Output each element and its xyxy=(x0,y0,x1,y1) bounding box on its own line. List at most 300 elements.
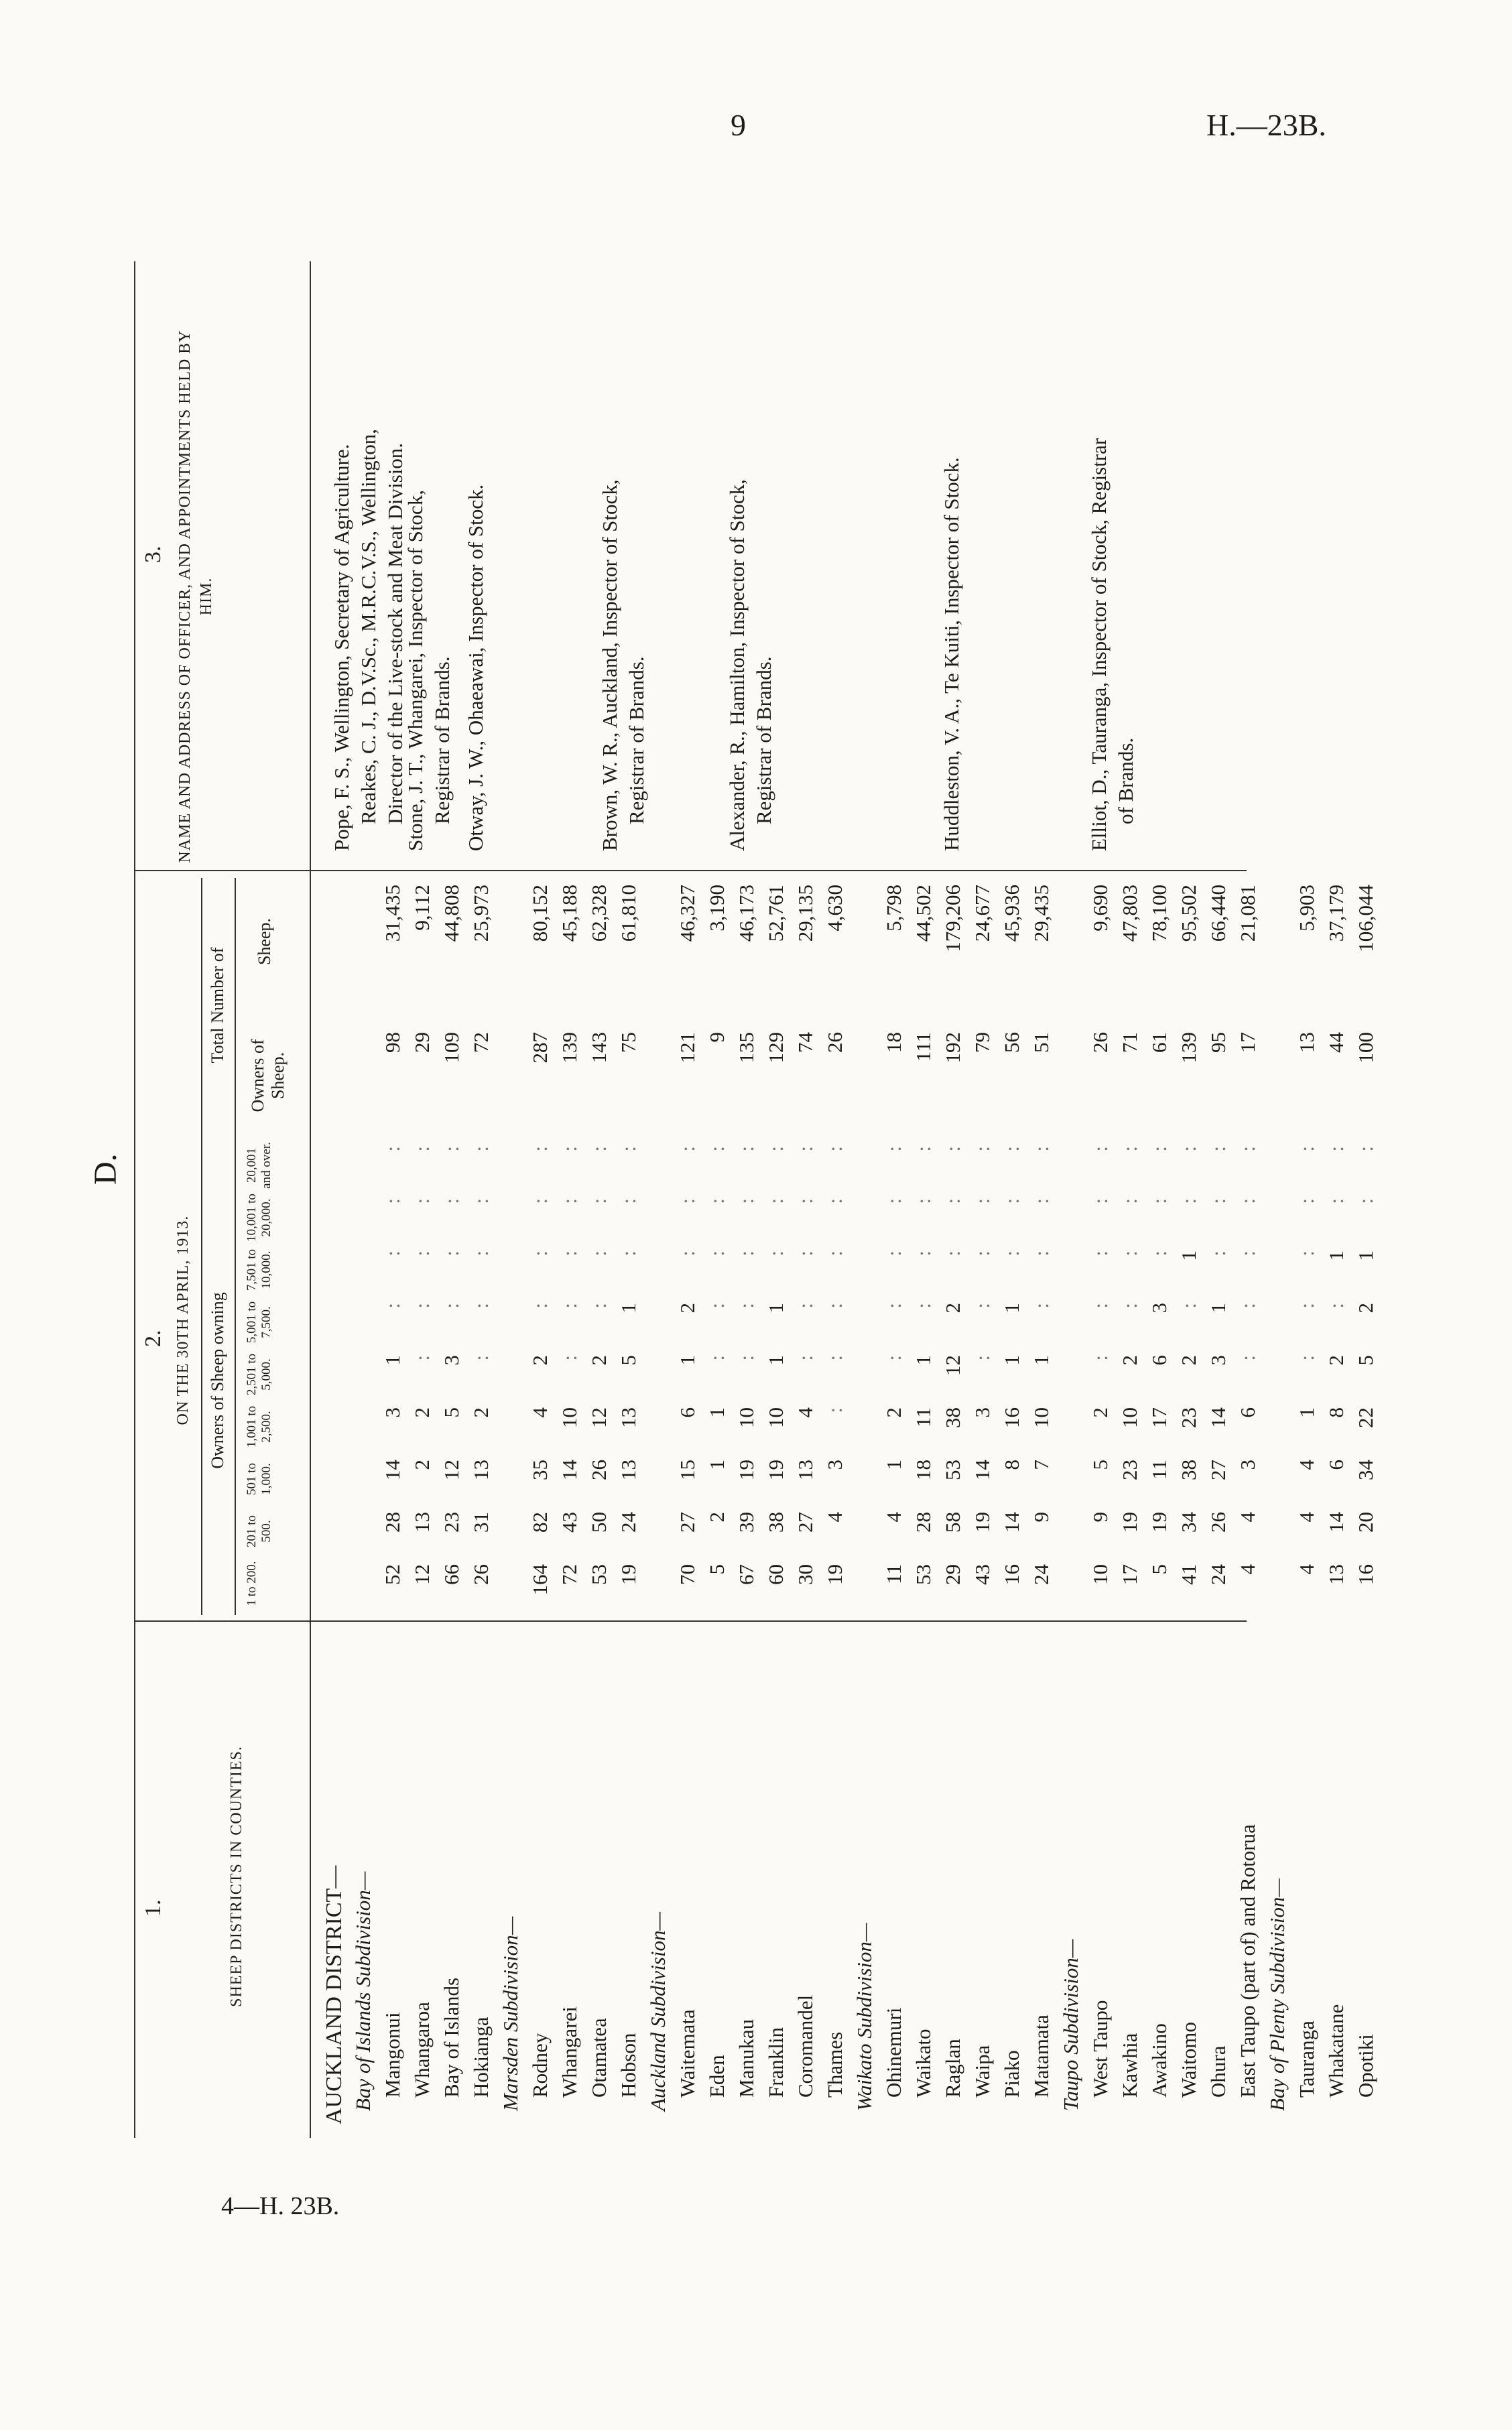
bracket-count: 2 xyxy=(1354,1303,1377,1314)
bracket-count: : xyxy=(528,1251,552,1257)
bracket-count: 6 xyxy=(1324,1460,1348,1470)
bracket-count: : xyxy=(617,1251,640,1257)
bracket-count: 5 xyxy=(1088,1460,1112,1470)
table-row xyxy=(1000,194,1025,2138)
bracket-count: : xyxy=(705,1146,729,1152)
bracket-count: 9 xyxy=(1088,1512,1112,1523)
bracket-count: 18 xyxy=(911,1460,935,1480)
owners-total: 56 xyxy=(1000,1032,1023,1053)
bracket-count: : xyxy=(1118,1303,1141,1309)
bracket-count: : xyxy=(440,1303,463,1309)
county-name: Bay of Islands xyxy=(440,1977,463,2098)
table-row xyxy=(823,194,848,2138)
bracket-count: : xyxy=(794,1146,817,1152)
table-row xyxy=(410,194,436,2138)
bracket-count: : xyxy=(911,1198,935,1204)
bracket-count: 50 xyxy=(587,1512,611,1533)
header-bottom-rule xyxy=(310,261,311,2138)
sheep-total: 80,152 xyxy=(528,885,552,942)
bracket-count: : xyxy=(764,1146,788,1152)
bracket-count: : xyxy=(1324,1303,1348,1309)
owners-total: 75 xyxy=(617,1032,640,1053)
bracket-count: : xyxy=(528,1303,552,1309)
bracket-count: 2 xyxy=(469,1407,493,1418)
bracket-count: : xyxy=(882,1198,905,1204)
owners-total: 9 xyxy=(705,1032,729,1043)
bracket-count: 5 xyxy=(440,1407,463,1418)
bracket-count: 20 xyxy=(1354,1512,1377,1533)
owners-total: 71 xyxy=(1118,1032,1141,1053)
bracket-count: : xyxy=(1000,1198,1023,1204)
table-row xyxy=(794,194,819,2138)
bracket-count: 31 xyxy=(469,1512,493,1533)
owners-total: 100 xyxy=(1354,1032,1377,1064)
bracket-count: 1 xyxy=(911,1355,935,1366)
bracket-count: : xyxy=(410,1251,434,1257)
bracket-count: 14 xyxy=(970,1460,994,1480)
sheep-total: 95,502 xyxy=(1177,885,1200,942)
bracket-count: 13 xyxy=(410,1512,434,1533)
bracket-count: : xyxy=(587,1251,611,1257)
sheep-total: 9,112 xyxy=(410,885,434,931)
county-name: Matamata xyxy=(1029,2015,1053,2098)
sheep-total: 29,135 xyxy=(794,885,817,942)
bracket-count: 2 xyxy=(941,1303,964,1314)
bracket-count: : xyxy=(823,1251,846,1257)
county-name: East Taupo (part of) and Rotorua xyxy=(1236,1824,1259,2098)
bracket-count: : xyxy=(735,1251,758,1257)
owners-total: 51 xyxy=(1029,1032,1053,1053)
bracket-count: 1 xyxy=(1029,1355,1053,1366)
bracket-count: 17 xyxy=(1118,1564,1141,1585)
bracket-count: 53 xyxy=(587,1564,611,1585)
bracket-count: 13 xyxy=(617,1460,640,1480)
bracket-count: : xyxy=(1177,1198,1200,1204)
bracket-count: : xyxy=(381,1303,404,1309)
bracket-count: 1 xyxy=(764,1303,788,1314)
bracket-count: : xyxy=(1000,1251,1023,1257)
bracket-count: 2 xyxy=(676,1303,699,1314)
owners-total: 79 xyxy=(970,1032,994,1053)
bracket-count: 4 xyxy=(1295,1512,1318,1523)
sheep-total: 25,973 xyxy=(469,885,493,942)
bracket-count: : xyxy=(440,1146,463,1152)
bracket-count: 6 xyxy=(1147,1355,1171,1366)
bracket-count: 9 xyxy=(1029,1512,1053,1523)
county-name: Ohura xyxy=(1206,2045,1230,2098)
bracket-count: 2 xyxy=(1324,1355,1348,1366)
bracket-count: : xyxy=(381,1251,404,1257)
owners-total: 44 xyxy=(1324,1032,1348,1053)
table-row xyxy=(440,194,465,2138)
bracket-count: 10 xyxy=(764,1407,788,1428)
county-name: Otamatea xyxy=(587,2018,611,2098)
officer-entry xyxy=(938,457,965,851)
bracket-count: : xyxy=(558,1355,581,1361)
bracket-count: : xyxy=(705,1303,729,1309)
officer-line: Stone, J. T., Whangarei, Inspector of Stock, xyxy=(403,490,427,851)
bracket-count: 4 xyxy=(1236,1564,1259,1575)
subdivision-heading: Taupo Subdivision— xyxy=(1059,1939,1082,2111)
bracket-count: : xyxy=(469,1251,493,1257)
bracket-count: : xyxy=(410,1303,434,1309)
bracket-count: : xyxy=(1236,1355,1259,1361)
county-name: Whangarei xyxy=(558,2006,581,2098)
bracket-count: : xyxy=(823,1198,846,1204)
officer-line: Otway, J. W., Ohaeawai, Inspector of Stock. xyxy=(464,484,487,851)
bracket-count: : xyxy=(1295,1251,1318,1257)
officer-entry xyxy=(724,479,777,851)
sheep-total: 66,440 xyxy=(1206,885,1230,942)
bracket-header-4: 2,501 to 5,000. xyxy=(245,1353,273,1396)
table-identifier: D. xyxy=(88,1153,123,1185)
sheep-total: 9,690 xyxy=(1088,885,1112,932)
owners-total: 192 xyxy=(941,1032,964,1064)
bracket-count: : xyxy=(735,1198,758,1204)
bracket-count: : xyxy=(617,1146,640,1152)
sheep-total: 45,188 xyxy=(558,885,581,942)
table-row xyxy=(1236,194,1261,2138)
bracket-count: : xyxy=(1118,1198,1141,1204)
bracket-count: 4 xyxy=(1295,1564,1318,1575)
county-name: Whakatane xyxy=(1324,2004,1348,2098)
officer-line: Huddleston, V. A., Te Kuiti, Inspector of Stock. xyxy=(940,457,963,851)
county-name: Franklin xyxy=(764,2027,788,2098)
bracket-count: : xyxy=(676,1251,699,1257)
bracket-count: 13 xyxy=(1324,1564,1348,1585)
bracket-count: 4 xyxy=(528,1407,552,1418)
bracket-count: : xyxy=(410,1355,434,1361)
officer-line: Brown, W. R., Auckland, Inspector of Stock, xyxy=(598,479,621,851)
bracket-count: 19 xyxy=(735,1460,758,1480)
owners-total: 139 xyxy=(558,1032,581,1064)
sheep-header: Sheep. xyxy=(255,917,274,966)
bracket-count: 41 xyxy=(1177,1564,1200,1585)
header-col3: NAME AND ADDRESS OF OFFICER, AND APPOINTMENTS HELD BY HIM. xyxy=(176,330,215,863)
bracket-count: 38 xyxy=(1177,1460,1200,1480)
bracket-count: 3 xyxy=(440,1355,463,1366)
table-row xyxy=(1029,194,1055,2138)
bracket-count: 14 xyxy=(558,1460,581,1480)
bracket-count: 3 xyxy=(381,1407,404,1418)
sheep-total: 78,100 xyxy=(1147,885,1171,942)
bracket-count: 1 xyxy=(705,1407,729,1418)
bracket-count: 82 xyxy=(528,1512,552,1533)
bracket-count: : xyxy=(558,1251,581,1257)
officer-entry xyxy=(462,485,489,851)
bracket-count: : xyxy=(1324,1198,1348,1204)
bracket-count: : xyxy=(1354,1146,1377,1152)
bracket-count: 4 xyxy=(823,1512,846,1523)
sheep-total: 44,808 xyxy=(440,885,463,942)
bracket-count: : xyxy=(911,1251,935,1257)
sheep-total: 24,677 xyxy=(970,885,994,942)
bracket-count: 5 xyxy=(617,1355,640,1366)
officer-line: Alexander, R., Hamilton, Inspector of Stock, xyxy=(725,479,749,851)
bracket-header-5: 5,001 to 7,500. xyxy=(245,1301,273,1344)
bracket-count: 17 xyxy=(1147,1407,1171,1428)
page-reference: H.—23B. xyxy=(1206,108,1326,142)
sheep-total: 5,903 xyxy=(1295,885,1318,932)
bracket-count: 2 xyxy=(410,1407,434,1418)
bracket-count: : xyxy=(1236,1146,1259,1152)
bracket-count: 1 xyxy=(1354,1251,1377,1261)
bracket-count: : xyxy=(1206,1198,1230,1204)
bracket-count: 2 xyxy=(705,1512,729,1523)
bracket-count: : xyxy=(941,1146,964,1152)
sheep-total: 52,761 xyxy=(764,885,788,942)
col-number-3: 3. xyxy=(141,546,166,563)
officer-line: Reakes, C. J., D.V.Sc., M.R.C.V.S., Wellington, xyxy=(357,428,380,824)
bracket-count: : xyxy=(440,1198,463,1204)
officer-line: Director of the Live-stock and Meat Division. xyxy=(383,442,407,824)
owners-of-sheep-header: Owners of Sheep. xyxy=(248,1039,288,1112)
table-row xyxy=(1206,194,1232,2138)
bracket-count: : xyxy=(1088,1198,1112,1204)
bracket-count: : xyxy=(1236,1251,1259,1257)
sheep-total: 106,044 xyxy=(1354,885,1377,952)
table-row xyxy=(676,194,701,2138)
bracket-count: : xyxy=(823,1303,846,1309)
bracket-count: : xyxy=(735,1355,758,1361)
bracket-count: : xyxy=(381,1146,404,1152)
bracket-count: : xyxy=(676,1146,699,1152)
bracket-count: : xyxy=(1177,1146,1200,1152)
bracket-count: 2 xyxy=(882,1407,905,1418)
bracket-count: 70 xyxy=(676,1564,699,1585)
col-number-2: 2. xyxy=(141,1330,166,1347)
bracket-count: : xyxy=(1236,1198,1259,1204)
officer-line: Elliot, D., Tauranga, Inspector of Stock, Registrar xyxy=(1087,438,1111,851)
bracket-count: : xyxy=(587,1146,611,1152)
bracket-count: 2 xyxy=(587,1355,611,1366)
subdivision-heading: Marsden Subdivision— xyxy=(499,1916,522,2111)
bracket-count: 72 xyxy=(558,1564,581,1585)
bracket-count: 7 xyxy=(1029,1460,1053,1470)
table-row xyxy=(1177,194,1202,2138)
owners-total: 18 xyxy=(882,1032,905,1053)
bracket-count: 67 xyxy=(735,1564,758,1585)
bracket-count: 3 xyxy=(823,1460,846,1470)
sheep-total: 62,328 xyxy=(587,885,611,942)
bracket-count: : xyxy=(1295,1355,1318,1361)
top-rule xyxy=(134,261,135,2138)
bracket-count: : xyxy=(1147,1198,1171,1204)
bracket-count: 12 xyxy=(941,1355,964,1376)
subdivision-heading: Auckland Subdivision— xyxy=(646,1911,670,2111)
bracket-count: 23 xyxy=(1118,1460,1141,1480)
bracket-count: 4 xyxy=(1295,1460,1318,1470)
bracket-count: 23 xyxy=(440,1512,463,1533)
bracket-count: : xyxy=(1029,1303,1053,1309)
county-name: Tauranga xyxy=(1295,2021,1318,2098)
bracket-count: : xyxy=(1088,1251,1112,1257)
table-row xyxy=(1324,194,1350,2138)
bracket-count: 14 xyxy=(381,1460,404,1480)
bracket-count: 10 xyxy=(558,1407,581,1428)
county-name: Rodney xyxy=(528,2033,552,2098)
bracket-count: : xyxy=(1295,1198,1318,1204)
bracket-count: : xyxy=(1088,1303,1112,1309)
table-row xyxy=(1147,194,1173,2138)
owners-total: 95 xyxy=(1206,1032,1230,1053)
bracket-count: : xyxy=(469,1198,493,1204)
bracket-count: 13 xyxy=(794,1460,817,1480)
owners-total: 61 xyxy=(1147,1032,1171,1053)
bracket-count: : xyxy=(1088,1146,1112,1152)
bracket-count: 39 xyxy=(735,1512,758,1533)
owners-total: 287 xyxy=(528,1032,552,1064)
bracket-count: : xyxy=(1029,1251,1053,1257)
bracket-count: 1 xyxy=(617,1303,640,1314)
bracket-header-8: 20,001 and over. xyxy=(245,1142,273,1189)
bracket-count: 1 xyxy=(764,1355,788,1366)
bracket-header-0: 1 to 200. xyxy=(245,1561,259,1606)
bracket-count: 8 xyxy=(1324,1407,1348,1418)
bracket-count: : xyxy=(794,1303,817,1309)
bracket-count: 11 xyxy=(882,1564,905,1584)
county-name: Coromandel xyxy=(794,1994,817,2098)
bracket-count: 11 xyxy=(911,1407,935,1427)
bracket-count: : xyxy=(1118,1146,1141,1152)
bracket-count: : xyxy=(941,1251,964,1257)
bracket-count: : xyxy=(1206,1146,1230,1152)
sheep-total: 47,803 xyxy=(1118,885,1141,942)
bracket-count: 4 xyxy=(1236,1512,1259,1523)
bracket-count: 19 xyxy=(764,1460,788,1480)
bracket-count: 3 xyxy=(1206,1355,1230,1366)
bracket-header-2: 501 to 1,000. xyxy=(245,1462,273,1496)
bracket-count: 24 xyxy=(1029,1564,1053,1585)
county-name: Thames xyxy=(823,2031,846,2098)
bracket-count: : xyxy=(617,1198,640,1204)
bracket-count: 34 xyxy=(1354,1460,1377,1480)
officer-entry xyxy=(328,429,409,851)
bracket-count: : xyxy=(558,1303,581,1309)
county-name: Waitemata xyxy=(676,2009,699,2098)
bracket-count: 26 xyxy=(1206,1512,1230,1533)
bracket-count: 28 xyxy=(911,1512,935,1533)
bracket-count: : xyxy=(1177,1303,1200,1309)
county-name: Opotiki xyxy=(1354,2034,1377,2098)
bracket-count: 58 xyxy=(941,1512,964,1533)
bracket-count: : xyxy=(410,1146,434,1152)
bracket-count: 1 xyxy=(1000,1303,1023,1314)
bracket-count: : xyxy=(1295,1146,1318,1152)
bracket-count: : xyxy=(1206,1251,1230,1257)
bracket-count: : xyxy=(823,1355,846,1361)
sheep-total: 45,936 xyxy=(1000,885,1023,942)
bracket-count: : xyxy=(764,1198,788,1204)
bracket-count: 14 xyxy=(1000,1512,1023,1533)
bracket-count: : xyxy=(764,1251,788,1257)
bracket-count: 10 xyxy=(1029,1407,1053,1428)
bracket-count: 19 xyxy=(823,1564,846,1585)
officer-line: Registrar of Brands. xyxy=(752,656,775,824)
county-name: Mangonui xyxy=(381,2012,404,2098)
bracket-header-3: 1,001 to 2,500. xyxy=(245,1405,273,1448)
bracket-count: 27 xyxy=(676,1512,699,1533)
officer-line: Pope, F. S., Wellington, Secretary of Agriculture. xyxy=(330,444,353,851)
table-row xyxy=(911,194,937,2138)
bracket-count: : xyxy=(882,1355,905,1361)
owners-total: 111 xyxy=(911,1032,935,1062)
bracket-count: 1 xyxy=(1177,1251,1200,1261)
bracket-count: 26 xyxy=(587,1460,611,1480)
bracket-count: 53 xyxy=(911,1564,935,1585)
bracket-count: 6 xyxy=(1236,1407,1259,1418)
county-name: Hokianga xyxy=(469,2017,493,2098)
sheep-total: 29,435 xyxy=(1029,885,1053,942)
table-row xyxy=(882,194,907,2138)
bracket-count: 12 xyxy=(587,1407,611,1428)
owners-total: 121 xyxy=(676,1032,699,1064)
bracket-count: : xyxy=(469,1146,493,1152)
rotated-table xyxy=(134,194,1407,2138)
county-name: Raglan xyxy=(941,2039,964,2098)
owners-total: 17 xyxy=(1236,1032,1259,1053)
bracket-count: 1 xyxy=(1295,1407,1318,1418)
bracket-count: 3 xyxy=(970,1407,994,1418)
bracket-count: : xyxy=(1324,1146,1348,1152)
header-col1: SHEEP DISTRICTS IN COUNTIES. xyxy=(228,1746,245,2007)
bracket-count: : xyxy=(970,1303,994,1309)
bracket-count: 38 xyxy=(764,1512,788,1533)
county-name: Waipa xyxy=(970,2045,994,2098)
bracket-count: : xyxy=(381,1198,404,1204)
owners-total: 139 xyxy=(1177,1032,1200,1064)
bracket-count: : xyxy=(1000,1146,1023,1152)
bracket-count: 53 xyxy=(941,1460,964,1480)
county-name: West Taupo xyxy=(1088,2000,1112,2098)
bracket-count: : xyxy=(882,1303,905,1309)
bracket-count: : xyxy=(882,1146,905,1152)
bracket-count: 10 xyxy=(1088,1564,1112,1585)
bracket-count: : xyxy=(970,1146,994,1152)
bracket-count: : xyxy=(469,1303,493,1309)
owners-total: 143 xyxy=(587,1032,611,1064)
owners-total: 129 xyxy=(764,1032,788,1064)
bracket-header-1: 201 to 500. xyxy=(245,1515,273,1548)
bracket-count: : xyxy=(1029,1146,1053,1152)
bracket-count: 19 xyxy=(1118,1512,1141,1533)
bracket-count: 43 xyxy=(558,1512,581,1533)
bracket-count: 19 xyxy=(970,1512,994,1533)
bracket-count: 10 xyxy=(735,1407,758,1428)
bracket-count: 28 xyxy=(381,1512,404,1533)
bracket-count: 2 xyxy=(1088,1407,1112,1418)
bracket-count: 1 xyxy=(1000,1355,1023,1366)
subdivision-heading: Bay of Islands Subdivision— xyxy=(351,1871,375,2111)
sheep-total: 61,810 xyxy=(617,885,640,942)
bracket-count: 23 xyxy=(1177,1407,1200,1428)
bracket-count: 11 xyxy=(1147,1460,1171,1480)
owners-total: 26 xyxy=(1088,1032,1112,1053)
bracket-count: 19 xyxy=(617,1564,640,1585)
bracket-count: 15 xyxy=(676,1460,699,1480)
bracket-count: : xyxy=(1236,1303,1259,1309)
bracket-count: 60 xyxy=(764,1564,788,1585)
bracket-count: : xyxy=(970,1198,994,1204)
sheep-total: 46,173 xyxy=(735,885,758,942)
bracket-count: : xyxy=(676,1198,699,1204)
bracket-count: : xyxy=(1147,1146,1171,1152)
bracket-count: : xyxy=(823,1146,846,1152)
bracket-count: : xyxy=(528,1198,552,1204)
bracket-count: : xyxy=(469,1355,493,1361)
bracket-count: 1 xyxy=(381,1355,404,1366)
bracket-count: 30 xyxy=(794,1564,817,1585)
